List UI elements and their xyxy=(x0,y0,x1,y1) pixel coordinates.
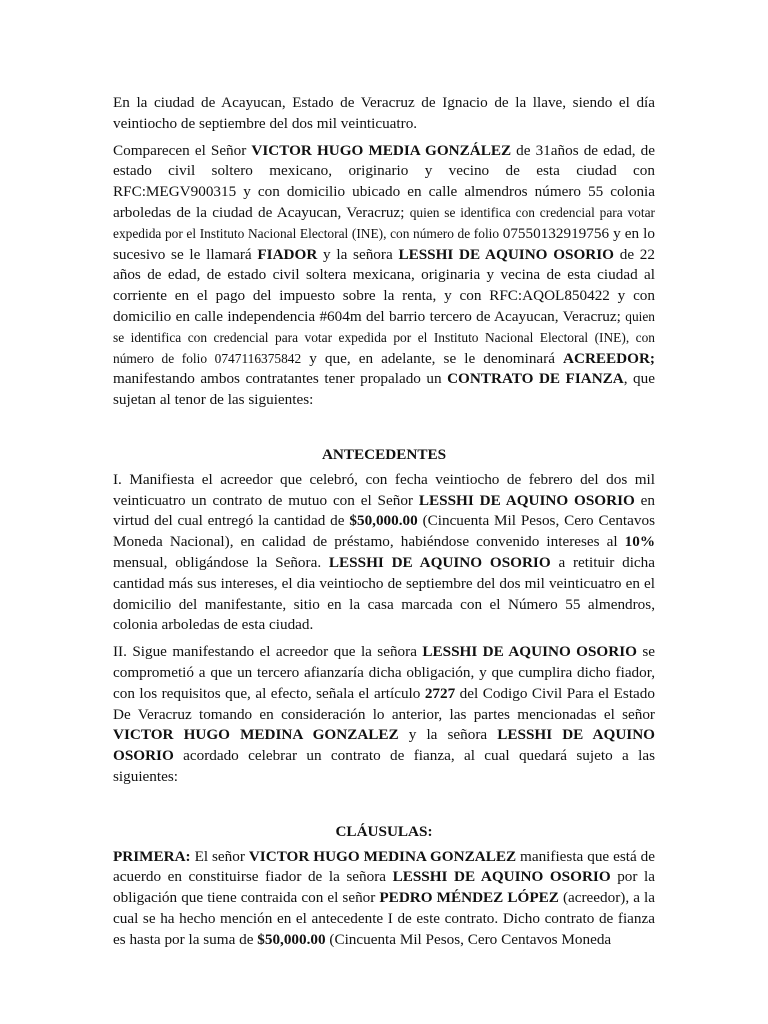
text-run: manifiesta que está de acuerdo en constituirse fiador de la señora xyxy=(113,847,655,886)
bold-text-run: FIADOR xyxy=(257,245,318,263)
text-run: CLÁUSULAS: xyxy=(335,822,433,840)
bold-text-run: ACREEDOR; xyxy=(563,349,655,367)
bold-text-run: LESSHI DE AQUINO OSORIO xyxy=(422,643,637,661)
text-run: 07550132919756 y en lo sucesivo se le llamará xyxy=(113,224,655,263)
paragraph-spacer xyxy=(113,794,655,822)
text-run: , que sujetan al tenor de las siguientes: xyxy=(113,370,655,409)
text-run: (Cincuenta Mil Pesos, Cero Centavos Moneda xyxy=(325,930,612,948)
text-run: I. Manifiesta el acreedor que celebró, con fecha veintiocho de febrero del dos mil veinticuatro un contrato de mutuo con el Señor xyxy=(113,470,655,509)
bold-text-run: PRIMERA: xyxy=(113,847,191,865)
bold-text-run: LESSHI DE AQUINO OSORIO xyxy=(418,491,635,509)
text-run: en virtud del cual entregó la cantidad de xyxy=(113,491,655,530)
bold-text-run: LESSHI DE AQUINO OSORIO xyxy=(398,245,614,263)
bold-text-run: LESSHI DE AQUINO OSORIO xyxy=(328,553,551,571)
text-run: de 31años de edad, de estado civil soltero mexicano, originario y vecino de esta ciudad con RFC:MEGV900315 y con domicilio ubicado en calle almendros número 55 colonia arboledas de la ciudad de Acayucan, Veracruz; xyxy=(113,141,656,221)
text-run: El señor xyxy=(190,847,249,865)
paragraph xyxy=(113,642,655,788)
text-run: II. Sigue manifestando el acreedor que la señora xyxy=(113,643,423,661)
paragraph xyxy=(113,847,655,951)
paragraph-spacer xyxy=(113,417,655,445)
text-run: del Codigo Civil Para el Estado De Veracruz tomando en consideración lo anterior, las partes mencionadas el señor xyxy=(113,684,655,723)
paragraph xyxy=(113,470,655,636)
bold-text-run: PEDRO MÉNDEZ LÓPEZ xyxy=(379,889,559,907)
text-run: y que, en adelante, se le denominará xyxy=(301,349,564,367)
text-run: manifestando ambos contratantes tener propalado un xyxy=(113,370,448,388)
text-run: (Cincuenta Mil Pesos, Cero Centavos Moneda Nacional), en calidad de préstamo, habiéndose convenido intereses al xyxy=(113,512,655,551)
bold-text-run: LESSHI DE AQUINO OSORIO xyxy=(113,726,655,765)
text-run: se comprometió a que un tercero afianzaría dicha obligación, y que cumplira dicho fiador, con los requisitos que, al efecto, señala el artículo xyxy=(113,643,655,702)
text-run: quien se identifica con credencial para votar expedida por el Instituto Nacional Electoral (INE), con número de folio xyxy=(113,204,655,241)
bold-text-run: CONTRATO DE FIANZA xyxy=(447,370,624,388)
bold-text-run: $50,000.00 xyxy=(257,930,326,948)
paragraph xyxy=(113,93,655,135)
text-run: ANTECEDENTES xyxy=(321,445,447,463)
text-run: y la señora xyxy=(317,245,399,263)
text-run: En la ciudad de Acayucan, Estado de Veracruz de Ignacio de la llave, siendo el día veintiocho de septiembre del dos mil veinticuatro. xyxy=(113,94,655,132)
bold-text-run: VICTOR HUGO MEDINA GONZALEZ xyxy=(248,847,517,865)
text-run: acordado celebrar un contrato de fianza, al cual quedará sujeto a las siguientes: xyxy=(113,747,655,785)
bold-text-run: LESSHI DE AQUINO OSORIO xyxy=(392,868,611,886)
paragraph xyxy=(113,141,655,411)
bold-text-run: VICTOR HUGO MEDIA GONZÁLEZ xyxy=(251,141,512,159)
document-page xyxy=(113,93,655,956)
bold-text-run: $50,000.00 xyxy=(349,512,418,530)
text-run: mensual, obligándose la Señora. xyxy=(113,553,329,571)
bold-text-run: 2727 xyxy=(424,684,456,702)
text-run: de 22 años de edad, de estado civil soltera mexicana, originaria y vecina de esta ciudad al corriente en el pago del impuesto sobre la renta, y con RFC:AQOL850422 y con domicilio en calle independencia #604m del barrio tercero de Acayucan, Veracruz; xyxy=(113,245,655,325)
text-run: a retituir dicha cantidad más sus intereses, el dia veintiocho de septiembre del dos mil veinticuatro en el domicilio del manifestante, sitio en la casa marcada con el Número 55 almendros, colonia arboledas de esta ciudad. xyxy=(113,553,656,634)
text-run: y la señora xyxy=(398,726,498,744)
bold-text-run: VICTOR HUGO MEDINA GONZALEZ xyxy=(113,726,399,744)
text-run: (acreedor), a la cual se ha hecho mención en el antecedente I de este contrato. Dicho contrato de fianza es hasta por la suma de xyxy=(113,889,655,948)
text-run: por la obligación que tiene contraida con el señor xyxy=(113,868,655,907)
text-run: Comparecen el Señor xyxy=(113,141,252,159)
text-run: quien se identifica con credencial para votar expedida por el Instituto Nacional Electoral (INE), con número de folio 0747116375842 xyxy=(113,308,655,366)
section-heading xyxy=(113,822,655,843)
section-heading xyxy=(113,445,655,466)
bold-text-run: 10% xyxy=(624,533,655,551)
